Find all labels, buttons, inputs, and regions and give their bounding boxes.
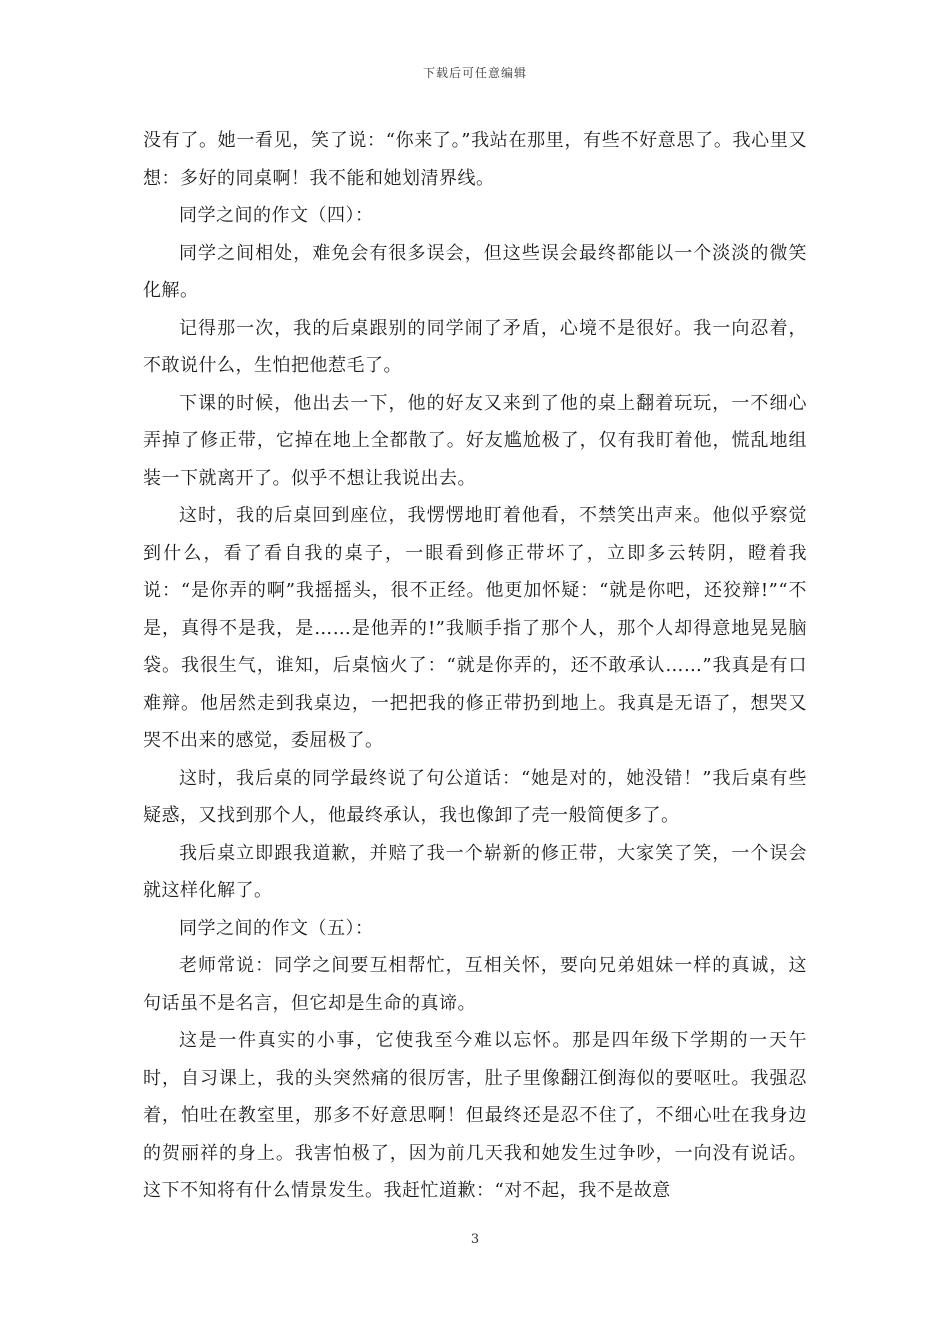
paragraph: 这时，我后桌的同学最终说了句公道话：“她是对的，她没错！”我后桌有些疑惑，又找到那个人，他最终承认，我也像卸了壳一般简便多了。 — [143, 767, 807, 826]
paragraph: 这是一件真实的小事，它使我至今难以忘怀。那是四年级下学期的一天午时，自习课上，我的头突然痛的很厉害，肚子里像翻江倒海似的要呕吐。我强忍着，怕吐在教室里，那多不好意思啊！但最终还是忍不住了，不细心吐在我身边的贺丽祥的身上。我害怕极了，因为前几天我和她发生过争吵，一向没有说话。这下不知将有什么情景发生。我赶忙道歉：“对不起，我不是故意 — [143, 1030, 807, 1201]
paragraph: 同学之间相处，难免会有很多误会，但这些误会最终都能以一个淡淡的微笑化解。 — [143, 242, 807, 301]
page-number: 3 — [470, 1232, 480, 1247]
section-heading-five: 同学之间的作文（五）： — [179, 917, 374, 939]
document-body — [143, 122, 807, 1210]
paragraph: 记得那一次，我的后桌跟别的同学闹了矛盾，心境不是很好。我一向忍着，不敢说什么，生怕把他惹毛了。 — [143, 317, 807, 376]
page-header: 下载后可任意编辑 — [422, 66, 527, 80]
paragraph: 下课的时候，他出去一下，他的好友又来到了他的桌上翻着玩玩，一不细心弄掉了修正带，它掉在地上全都散了。好友尴尬极了，仅有我盯着他，慌乱地组装一下就离开了。似乎不想让我说出去。 — [143, 392, 807, 489]
paragraph-continuation: 没有了。她一看见，笑了说：“你来了。”我站在那里，有些不好意思了。我心里又想：多好的同桌啊！我不能和她划清界线。 — [143, 130, 807, 189]
paragraph: 这时，我的后桌回到座位，我愣愣地盯着他看，不禁笑出声来。他似乎察觉到什么，看了看自我的桌子，一眼看到修正带坏了，立即多云转阴，瞪着我说：“是你弄的啊”我摇摇头，很不正经。他更加怀疑：“就是你吧，还狡辩!”“不是，真得不是我，是……是他弄的!”我顺手指了那个人，那个人却得意地晃晃脑袋。我很生气，谁知，后桌恼火了：“就是你弄的，还不敢承认……”我真是有口难辩。他居然走到我桌边，一把把我的修正带扔到地上。我真是无语了，想哭又哭不出来的感觉，委屈极了。 — [143, 505, 807, 751]
paragraph: 老师常说：同学之间要互相帮忙，互相关怀，要向兄弟姐妹一样的真诚，这句话虽不是名言，但它却是生命的真谛。 — [143, 955, 807, 1014]
section-heading-four: 同学之间的作文（四）： — [179, 205, 374, 226]
paragraph: 我后桌立即跟我道歉，并赔了我一个崭新的修正带，大家笑了笑，一个误会就这样化解了。 — [143, 842, 807, 901]
